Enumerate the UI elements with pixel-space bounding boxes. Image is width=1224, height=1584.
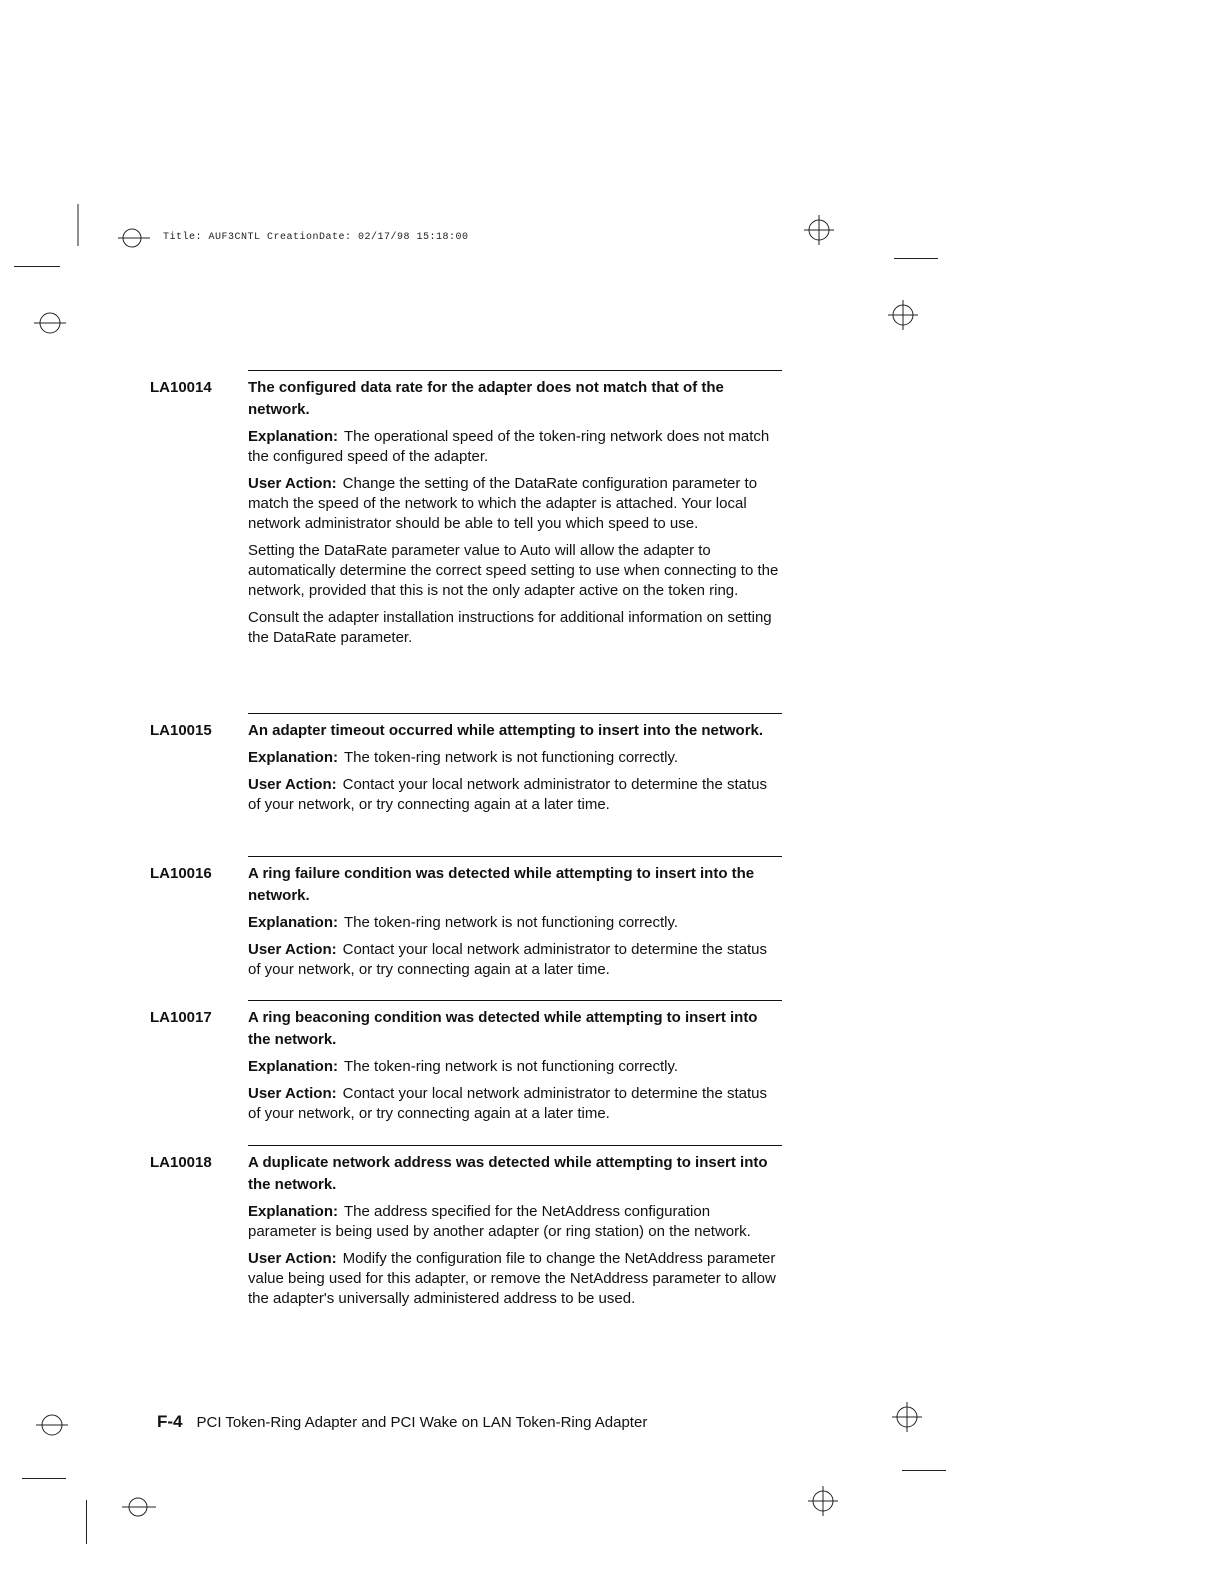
explanation-label: Explanation: [248,914,339,931]
message-code: LA10018 [150,1154,212,1171]
user-action-label: User Action: [248,1085,337,1102]
crosshair-mark-icon [806,1484,840,1518]
explanation-paragraph [248,1202,782,1242]
crosshair-mark-icon [886,298,920,332]
message-title: A ring beaconing condition was detected while attempting to insert into the network. [248,1009,758,1048]
message-entry [150,1145,782,1316]
explanation-text: The token-ring network is not functioning correctly. [344,914,679,931]
explanation-text: The token-ring network is not functioning correctly. [344,1058,679,1075]
crosshair-mark-icon [890,1400,924,1434]
explanation-paragraph [248,427,782,467]
message-code: LA10017 [150,1009,212,1026]
crop-mark-line [22,1478,66,1479]
user-action-text: Change the setting of the DataRate configuration parameter to match the speed of the network to which the adapter is attached. Your local network administrator should be able to tell you which speed to use. [248,475,758,532]
explanation-text: The address specified for the NetAddress configuration parameter is being used by another adapter (or ring station) on the network. [248,1203,751,1240]
user-action-label: User Action: [248,776,337,793]
user-action-text: Contact your local network administrator to determine the status of your network, or try connecting again at a later time. [248,941,767,978]
message-entry [150,1000,782,1131]
user-action-label: User Action: [248,1250,337,1267]
body-paragraph: Setting the DataRate parameter value to Auto will allow the adapter to automatically determine the correct speed setting to use when connecting to the network, provided that this is not the only adapter active on the token ring. [248,542,779,599]
explanation-label: Explanation: [248,1203,339,1220]
message-title: An adapter timeout occurred while attempting to insert into the network. [248,722,764,739]
message-code: LA10016 [150,865,212,882]
user-action-label: User Action: [248,475,337,492]
explanation-label: Explanation: [248,749,339,766]
crosshair-mark-icon [802,213,836,247]
user-action-paragraph [248,940,782,980]
explanation-text: The operational speed of the token-ring network does not match the configured speed of the adapter. [248,428,770,465]
crop-mark-line [86,1500,87,1544]
registration-mark-icon [30,310,70,336]
explanation-paragraph [248,913,782,933]
user-action-paragraph [248,474,782,534]
explanation-paragraph [248,1057,782,1077]
message-entry [150,370,782,655]
explanation-label: Explanation: [248,428,339,445]
explanation-label: Explanation: [248,1058,339,1075]
page-footer [157,1412,647,1432]
print-slug: Title: AUF3CNTL CreationDate: 02/17/98 15:18:00 [163,232,469,243]
page-number: F-4 [157,1412,183,1431]
user-action-text: Modify the configuration file to change the NetAddress parameter value being used for this adapter, or remove the NetAddress parameter to allow the adapter's universally administered address to be used. [248,1250,776,1307]
user-action-paragraph [248,1084,782,1124]
registration-mark-icon [118,226,152,250]
registration-mark-icon [32,1412,72,1438]
message-entry [150,713,782,822]
user-action-label: User Action: [248,941,337,958]
body-paragraph: Consult the adapter installation instructions for additional information on setting the DataRate parameter. [248,609,772,646]
user-action-paragraph [248,1249,782,1309]
explanation-paragraph [248,748,782,768]
explanation-text: The token-ring network is not functioning correctly. [344,749,679,766]
crop-mark-line [902,1470,946,1471]
user-action-text: Contact your local network administrator to determine the status of your network, or try connecting again at a later time. [248,1085,767,1122]
registration-mark-icon [120,1494,160,1520]
message-title: A ring failure condition was detected while attempting to insert into the network. [248,865,755,904]
message-entry [150,856,782,987]
user-action-text: Contact your local network administrator to determine the status of your network, or try connecting again at a later time. [248,776,767,813]
message-title: A duplicate network address was detected while attempting to insert into the network. [248,1154,768,1193]
crop-mark-line [894,258,938,259]
message-code: LA10014 [150,379,212,396]
crop-mark-left-top [70,200,90,250]
message-code: LA10015 [150,722,212,739]
crop-mark-line [14,266,60,267]
user-action-paragraph [248,775,782,815]
message-title: The configured data rate for the adapter does not match that of the network. [248,379,724,418]
running-footer-title: PCI Token-Ring Adapter and PCI Wake on LAN Token-Ring Adapter [196,1414,648,1431]
